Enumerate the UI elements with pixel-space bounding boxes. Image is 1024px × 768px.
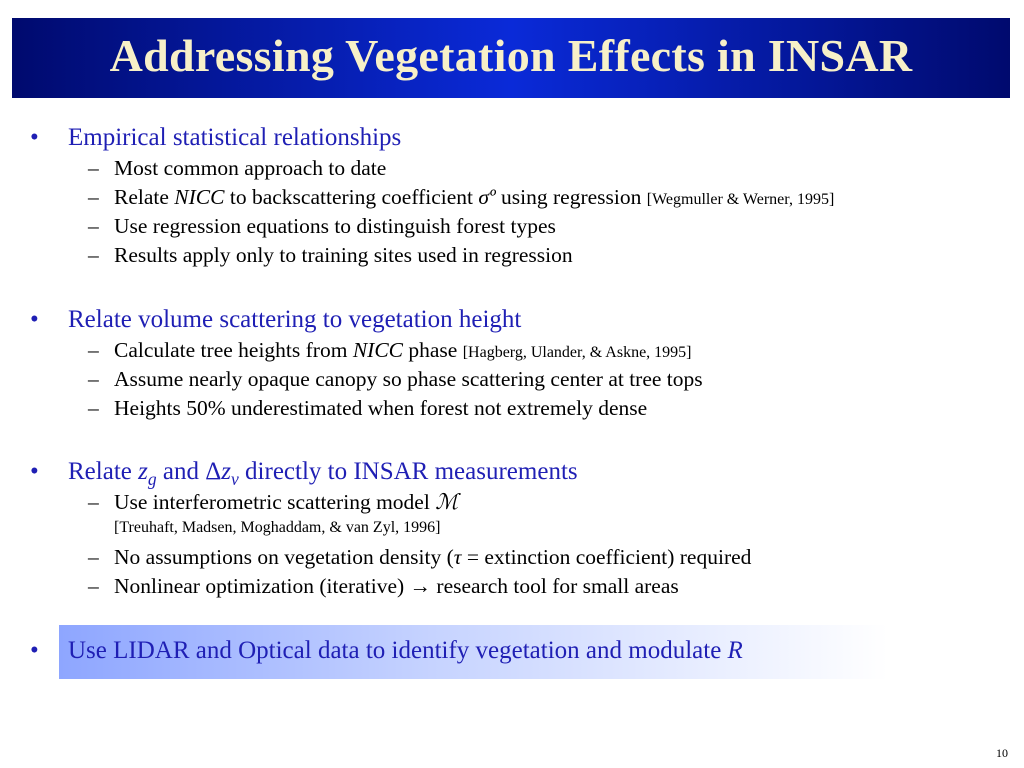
slide-title: Addressing Vegetation Effects in INSAR xyxy=(109,29,913,81)
dash-icon: – xyxy=(88,490,99,514)
sub-item: – Use interferometric scattering model ℳ xyxy=(88,490,459,514)
tau-symbol: τ xyxy=(453,545,462,569)
model-symbol: ℳ xyxy=(435,490,459,514)
reference: [Wegmuller & Werner, 1995] xyxy=(646,191,835,208)
bullet-3: • Relate $z_g$ and $\Delta z_v$ directly to INSAR measurements xyxy=(30,458,578,489)
bullet-icon: • xyxy=(30,306,39,333)
sub-item: – Calculate tree heights from NICC phase [Hagberg, Ulander, & Askne, 1995] xyxy=(88,338,692,362)
sub-item: – Results apply only to training sites used in regression xyxy=(88,243,573,267)
sub-item: – Assume nearly opaque canopy so phase scattering center at tree tops xyxy=(88,367,703,391)
sub-item: – Most common approach to date xyxy=(88,156,387,180)
dash-icon: – xyxy=(88,367,99,391)
dash-icon: – xyxy=(88,574,99,598)
sub-item: – No assumptions on vegetation density (τ = extinction coefficient) required xyxy=(88,545,752,569)
dash-icon: – xyxy=(88,185,99,209)
dash-icon: – xyxy=(88,545,99,569)
bullet-1 xyxy=(30,124,401,152)
bullet-icon: • xyxy=(30,124,39,151)
dash-icon: – xyxy=(88,214,99,238)
title-bar xyxy=(12,18,1010,98)
dash-icon: – xyxy=(88,156,99,180)
arrow-right-icon: → xyxy=(409,574,432,598)
page-number: 10 xyxy=(996,746,1008,760)
reference: [Treuhaft, Madsen, Moghaddam, & van Zyl, 1996] xyxy=(114,519,441,536)
bullet-1-text: Empirical statistical relationships xyxy=(68,124,402,151)
dash-icon: – xyxy=(88,338,99,362)
dash-icon: – xyxy=(88,243,99,267)
sub-item: – Heights 50% underestimated when forest not extremely dense xyxy=(88,396,648,420)
bullet-2-text: Relate volume scattering to vegetation height xyxy=(68,306,522,333)
bullet-4: • Use LIDAR and Optical data to identify vegetation and modulate R xyxy=(30,637,743,664)
sigma-symbol: σº xyxy=(478,185,496,209)
bullet-icon: • xyxy=(30,637,39,664)
bullet-2 xyxy=(30,306,521,334)
sub-item: – Relate NICC to backscattering coefficient σº using regression [Wegmuller & Werner, 1995] xyxy=(88,185,835,209)
bullet-icon: • xyxy=(30,458,39,485)
sub-item: – Nonlinear optimization (iterative) → research tool for small areas xyxy=(88,574,679,598)
dash-icon: – xyxy=(88,396,99,420)
sub-item: – Use regression equations to distinguish forest types xyxy=(88,214,556,238)
reference: [Hagberg, Ulander, & Askne, 1995] xyxy=(462,344,692,361)
